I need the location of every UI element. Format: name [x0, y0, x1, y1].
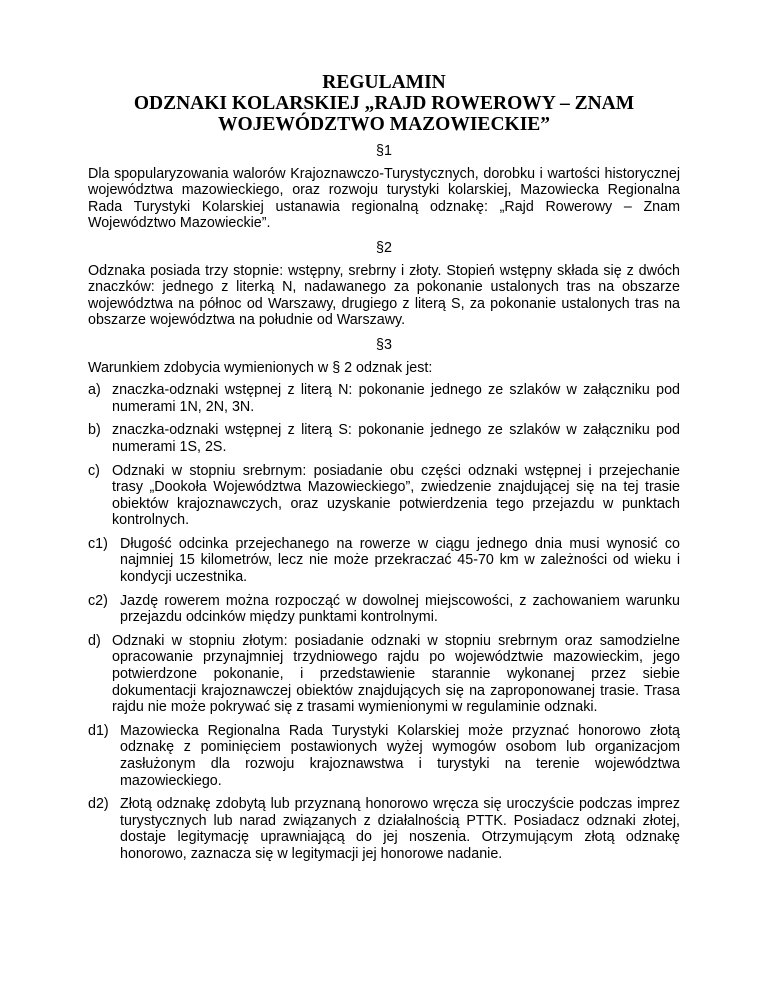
document-title	[88, 72, 680, 135]
list-item-label: d2)	[88, 796, 109, 813]
title-line-2: ODZNAKI KOLARSKIEJ „RAJD ROWEROWY – ZNAM	[133, 93, 635, 114]
list-item-d1	[88, 723, 680, 789]
list-item-text: Odznaki w stopniu srebrnym: posiadanie obu części odznaki wstępnej i przejechanie trasy „Dookoła Województwa Mazowieckiego”, zwiedzenie znajdującej się na tej trasie obiektów krajoznawczych, oraz uzyskanie potwierdzenia tego przejazdu w punktach kontrolnych.	[112, 462, 680, 529]
list-item-d2	[88, 796, 680, 862]
section-2-heading: §2	[376, 239, 392, 256]
title-line-1: REGULAMIN	[322, 72, 446, 93]
section-2-text: Odznaka posiada trzy stopnie: wstępny, srebrny i złoty. Stopień wstępny składa się z dwóch znaczków: jednego z literką N, nadawanego za pokonanie ustalonych tras na obszarze województwa na północ od Warszawy, drugiego z literą S, za pokonanie ustalonych tras na obszarze województwa na południe od Warszawy.	[88, 262, 680, 329]
list-item-text: Długość odcinka przejechanego na rowerze w ciągu jednego dnia musi wynosić co najmniej 15 kilometrów, lecz nie może przekraczać 45-70 km w zależności od wieku i kondycji uczestnika.	[120, 535, 680, 586]
list-item-label: d)	[88, 632, 101, 649]
list-item-c	[88, 463, 680, 529]
list-item-b	[88, 422, 680, 455]
list-item-label: d1)	[88, 722, 109, 739]
list-item-label: c1)	[88, 535, 108, 552]
section-1-text: Dla spopularyzowania walorów Krajoznawczo-Turystycznych, dorobku i wartości historycznej województwa mazowieckiego, oraz rozwoju turystyki kolarskiej, Mazowiecka Regionalna Rada Turystyki Kolarskiej ustanawia regionalną odznakę: „Rajd Rowerowy – Znam Województwo Mazowieckie”.	[88, 165, 680, 232]
section-3-heading: §3	[376, 336, 392, 353]
section-1-heading: §1	[376, 143, 392, 159]
list-item-label: c2)	[88, 592, 108, 609]
list-item-d	[88, 633, 680, 716]
list-item-text: znaczka-odznaki wstępnej z literą N: pokonanie jednego ze szlaków w załączniku pod numerami 1N, 2N, 3N.	[112, 382, 680, 415]
list-item-label: b)	[88, 422, 101, 439]
list-item-text: Złotą odznakę zdobytą lub przyznaną honorowo wręcza się uroczyście podczas imprez turystycznych lub narad związanych z działalnością PTTK. Posiadacz odznaki złotej, dostaje legitymację uprawniającą do jej noszenia. Otrzymującym złotą odznakę honorowo, zaznacza się w legitymacji jej honorowe nadanie.	[120, 796, 680, 862]
list-item-text: znaczka-odznaki wstępnej z literą S: pokonanie jednego ze szlaków w załączniku pod numerami 1S, 2S.	[112, 422, 680, 455]
list-item-c1	[88, 536, 680, 586]
list-item-text: Mazowiecka Regionalna Rada Turystyki Kolarskiej może przyznać honorowo złotą odznakę z pominięciem postawionych wyżej wymogów osobom lub organizacjom zasłużonym dla rozwoju krajoznawstwa i turystyki na terenie województwa mazowieckiego.	[120, 722, 680, 789]
list-item-a	[88, 382, 680, 415]
title-line-3: WOJEWÓDZTWO MAZOWIECKIE”	[217, 114, 551, 135]
list-item-c2	[88, 593, 680, 626]
regulation-document	[88, 72, 680, 870]
list-item-text: Jazdę rowerem można rozpocząć w dowolnej miejscowości, z zachowaniem warunku przejazdu odcinków między punktami kontrolnymi.	[120, 592, 680, 626]
section-3-intro: Warunkiem zdobycia wymienionych w § 2 odznak jest:	[88, 359, 433, 376]
list-item-label: a)	[88, 382, 101, 399]
list-item-label: c)	[88, 462, 100, 479]
list-item-text: Odznaki w stopniu złotym: posiadanie odznaki w stopniu srebrnym oraz samodzielne opracowanie przynajmniej trzydniowego rajdu po województwie mazowieckim, jego potwierdzone pokonanie, i przedstawienie starannie wykonanej przez siebie dokumentacji krajoznawczej obiektów znajdujących się na zaproponowanej trasie. Trasa rajdu nie może pokrywać się z trasami wymienionymi w regulaminie odznaki.	[112, 632, 680, 716]
